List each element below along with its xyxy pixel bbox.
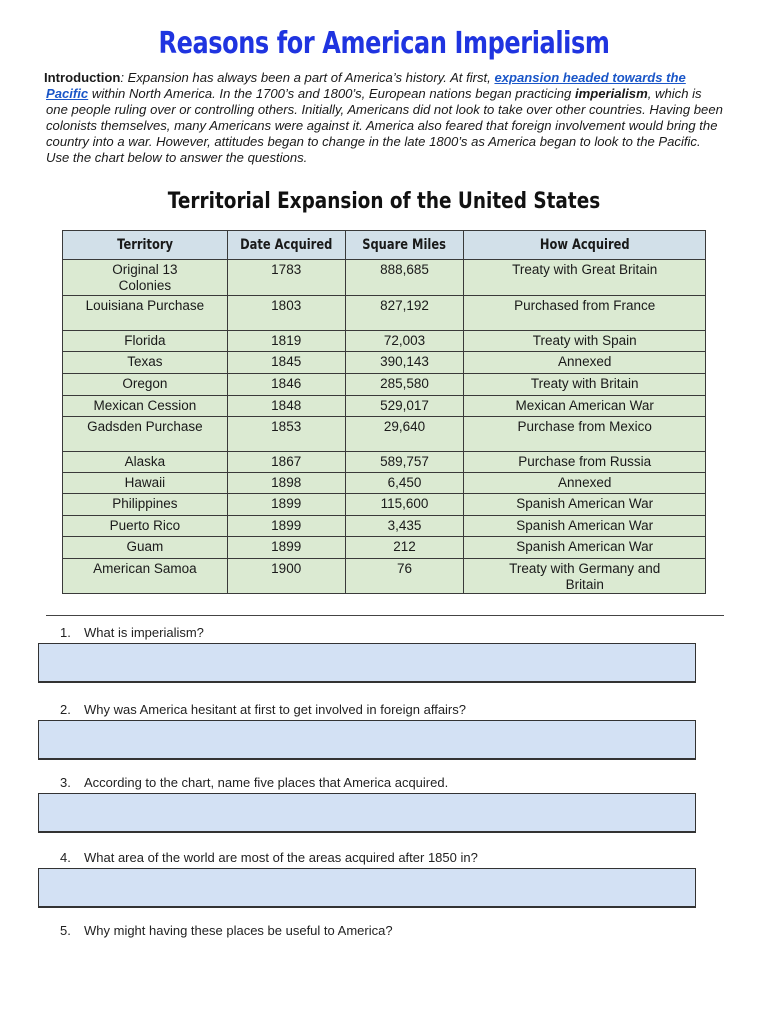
table-row [63,331,706,352]
table-row [63,452,706,473]
question-3: 3. According to the chart, name five places that America acquired. [60,775,449,790]
table-row [63,374,706,396]
cell-square-miles: 529,017 [345,396,464,417]
cell-date: 1899 [227,516,345,537]
question-5: 5. Why might having these places be useful to America? [60,923,393,938]
intro-link[interactable]: expansion headed towards the Pacific [46,70,686,102]
cell-how-acquired: Purchase from Mexico [464,417,706,452]
cell-date: 1803 [227,296,345,331]
cell-how-acquired: Purchase from Russia [464,452,706,473]
cell-date: 1899 [227,494,345,516]
answer-box-2[interactable] [38,720,696,760]
table-row [63,296,706,331]
cell-date: 1848 [227,396,345,417]
cell-square-miles: 888,685 [345,260,464,296]
cell-territory: Florida [63,331,228,352]
cell-how-acquired: Spanish American War [464,494,706,516]
answer-box-1[interactable] [38,643,696,683]
cell-square-miles: 212 [345,537,464,559]
question-text: Why was America hesitant at first to get involved in foreign affairs? [84,702,466,717]
question-text: Why might having these places be useful to America? [84,923,393,938]
answer-box-4[interactable] [38,868,696,908]
cell-date: 1819 [227,331,345,352]
cell-date: 1898 [227,473,345,494]
table-row [63,516,706,537]
cell-how-acquired: Treaty with Germany and Britain [464,559,706,594]
cell-how-acquired: Spanish American War [464,537,706,559]
table-row [63,260,706,296]
cell-how-acquired: Annexed [464,473,706,494]
cell-how-acquired: Treaty with Spain [464,331,706,352]
table-row [63,559,706,594]
table-row [63,396,706,417]
cell-square-miles: 6,450 [345,473,464,494]
cell-territory: Guam [63,537,228,559]
cell-how-acquired: Spanish American War [464,516,706,537]
cell-date: 1845 [227,352,345,374]
cell-how-acquired: Treaty with Great Britain [464,260,706,296]
header-square-miles: Square Miles [345,231,464,260]
cell-territory: Puerto Rico [63,516,228,537]
table-row [63,537,706,559]
question-text: What area of the world are most of the areas acquired after 1850 in? [84,850,478,865]
cell-date: 1867 [227,452,345,473]
cell-territory: Mexican Cession [63,396,228,417]
question-1: 1. What is imperialism? [60,625,204,640]
cell-territory: Gadsden Purchase [63,417,228,452]
cell-how-acquired: Mexican American War [464,396,706,417]
cell-territory: Original 13 Colonies [63,260,228,296]
cell-square-miles: 3,435 [345,516,464,537]
header-date-acquired: Date Acquired [227,231,345,260]
cell-territory: Texas [63,352,228,374]
cell-territory: American Samoa [63,559,228,594]
cell-territory: Louisiana Purchase [63,296,228,331]
cell-square-miles: 76 [345,559,464,594]
cell-how-acquired: Annexed [464,352,706,374]
table-header-row [63,231,706,260]
question-text: What is imperialism? [84,625,204,640]
intro-paragraph [46,70,726,167]
cell-square-miles: 827,192 [345,296,464,331]
cell-date: 1899 [227,537,345,559]
intro-keyword: imperialism [574,86,648,102]
question-4: 4. What area of the world are most of the areas acquired after 1850 in? [60,850,478,865]
table-row [63,417,706,452]
cell-date: 1783 [227,260,345,296]
header-how-acquired: How Acquired [464,231,706,260]
section-divider [46,615,724,616]
cell-how-acquired: Purchased from France [464,296,706,331]
cell-square-miles: 589,757 [345,452,464,473]
table-row [63,473,706,494]
cell-territory: Oregon [63,374,228,396]
territory-table [62,230,706,594]
cell-square-miles: 72,003 [345,331,464,352]
cell-date: 1900 [227,559,345,594]
page-title: Reasons for American Imperialism [158,26,610,61]
answer-box-3[interactable] [38,793,696,833]
table-row [63,494,706,516]
cell-territory: Philippines [63,494,228,516]
cell-square-miles: 29,640 [345,417,464,452]
cell-square-miles: 390,143 [345,352,464,374]
cell-territory: Hawaii [63,473,228,494]
cell-date: 1846 [227,374,345,396]
intro-lead: Introduction [44,70,121,85]
question-text: According to the chart, name five places that America acquired. [84,775,449,790]
cell-square-miles: 115,600 [345,494,464,516]
table-row [63,352,706,374]
cell-territory: Alaska [63,452,228,473]
table-title: Territorial Expansion of the United States [167,188,601,214]
cell-square-miles: 285,580 [345,374,464,396]
intro-text-1: : Expansion has always been a part of America’s history. At first, [120,70,495,85]
intro-text-3: , which is one people ruling over or controlling others. Initially, Americans did not look to take over other countries. Having been colonists themselves, many Americans were against it. America also feared that foreign involvement would bring the country into a war. However, attitudes began to change in the late 1800’s as America began to look to the Pacific. Use the chart below to answer the questions. [46,86,723,166]
cell-how-acquired: Treaty with Britain [464,374,706,396]
cell-date: 1853 [227,417,345,452]
question-2: 2. Why was America hesitant at first to get involved in foreign affairs? [60,702,466,717]
header-territory: Territory [63,231,228,260]
intro-text-2: within North America. In the 1700’s and 1800’s, European nations began practicing [88,86,575,102]
